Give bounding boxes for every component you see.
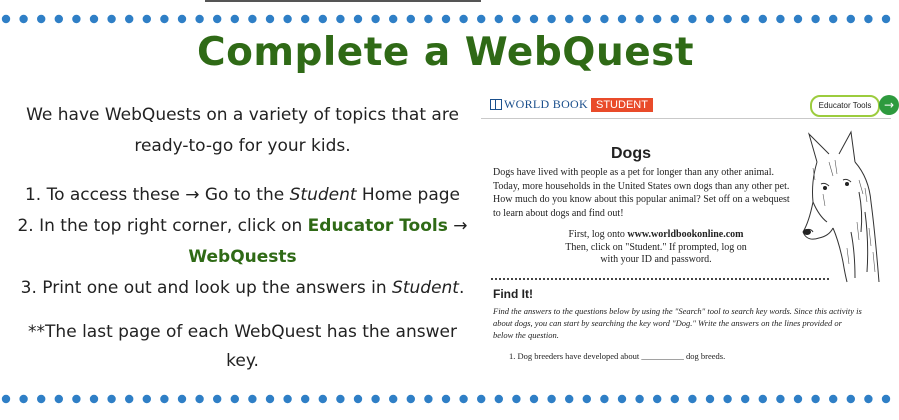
step-1 — [0, 180, 485, 211]
border-dot — [864, 15, 872, 23]
border-dot — [72, 15, 80, 23]
border-dot — [688, 15, 696, 23]
border-dot — [600, 15, 608, 23]
border-dot — [618, 15, 626, 23]
answer-key-note — [0, 318, 485, 376]
border-dot — [512, 395, 520, 403]
border-dot — [671, 15, 679, 23]
border-dot — [283, 395, 291, 403]
border-dot — [530, 15, 538, 23]
educator-tools-button[interactable]: Educator Tools — [810, 95, 880, 117]
worldbook-header — [481, 88, 895, 119]
border-dot — [407, 395, 415, 403]
border-dot — [248, 15, 256, 23]
step-1-text: 1. To access these → Go to the — [24, 185, 290, 205]
border-dot — [143, 395, 151, 403]
border-dot — [723, 15, 731, 23]
login-line-2: Then, click on "Student." If prompted, log on — [565, 241, 747, 253]
logo-text: WORLD BOOK — [504, 97, 588, 111]
border-dot — [565, 395, 573, 403]
border-dot — [811, 15, 819, 23]
intro-line-2: ready-to-go for your kids. — [134, 136, 351, 156]
question-1: 1. Dog breeders have developed about __________ dog breeds. — [509, 351, 726, 361]
border-dot — [354, 15, 362, 23]
step-3-italic: Student — [392, 278, 459, 298]
border-dot — [495, 15, 503, 23]
dotted-divider — [491, 278, 829, 280]
border-dot — [37, 15, 45, 23]
border-dot — [829, 395, 837, 403]
login-url: www.worldbookonline.com — [627, 229, 744, 240]
intro-line-1: We have WebQuests on a variety of topics that are — [26, 105, 459, 125]
border-dot — [389, 395, 397, 403]
step-2-arrow: → — [447, 216, 468, 236]
border-dot — [706, 15, 714, 23]
border-dot — [336, 15, 344, 23]
border-dot — [847, 395, 855, 403]
border-dot — [459, 15, 467, 23]
border-dot — [72, 395, 80, 403]
border-dot — [759, 15, 767, 23]
border-dot — [213, 15, 221, 23]
note-line-1: **The last page of each WebQuest has the answer — [28, 322, 457, 342]
instructions-panel — [0, 100, 485, 393]
border-dot — [741, 395, 749, 403]
border-dot — [2, 15, 10, 23]
border-dot — [759, 395, 767, 403]
step-3-text: 3. Print one out and look up the answers in — [20, 278, 393, 298]
dotted-border-top — [0, 13, 891, 25]
border-dot — [706, 395, 714, 403]
border-dot — [495, 395, 503, 403]
webquests-text: WebQuests — [188, 247, 297, 267]
webquest-screenshot — [481, 88, 895, 363]
educator-tools-text: Educator Tools — [307, 216, 448, 236]
border-dot — [266, 395, 274, 403]
border-dot — [794, 15, 802, 23]
border-dot — [723, 395, 731, 403]
border-dot — [653, 15, 661, 23]
border-dot — [811, 395, 819, 403]
doc-paragraph: Dogs have lived with people as a pet for longer than any other animal. Today, more households in the United States own dogs than any other pet. How much do you know about this popular animal? Set off on a webquest to learn about dogs and find out! — [493, 167, 790, 219]
border-dot — [371, 15, 379, 23]
border-dot — [583, 15, 591, 23]
border-dot — [847, 15, 855, 23]
border-dot — [55, 395, 63, 403]
border-dot — [319, 395, 327, 403]
border-dot — [213, 395, 221, 403]
border-dot — [583, 395, 591, 403]
login-instructions — [541, 229, 771, 267]
border-dot — [776, 15, 784, 23]
step-2-text: 2. In the top right corner, click on — [17, 216, 308, 236]
border-dot — [864, 395, 872, 403]
border-dot — [37, 395, 45, 403]
border-dot — [794, 395, 802, 403]
border-dot — [776, 395, 784, 403]
border-dot — [19, 395, 27, 403]
step-1-italic: Student — [289, 185, 357, 205]
page-title: Complete a WebQuest — [196, 30, 695, 75]
doc-title: Dogs — [611, 145, 651, 162]
step-3 — [0, 273, 485, 304]
student-badge: STUDENT — [591, 98, 653, 112]
border-dot — [55, 15, 63, 23]
border-dot — [565, 15, 573, 23]
login-line-3: with your ID and password. — [600, 254, 712, 265]
worldbook-logo — [490, 97, 653, 112]
border-dot — [319, 15, 327, 23]
border-dot — [371, 395, 379, 403]
border-dot — [653, 395, 661, 403]
steps-list — [0, 180, 485, 304]
border-dot — [19, 15, 27, 23]
border-dot — [107, 15, 115, 23]
border-dot — [301, 15, 309, 23]
border-dot — [90, 15, 98, 23]
border-dot — [741, 15, 749, 23]
border-dot — [160, 395, 168, 403]
border-dot — [248, 395, 256, 403]
step-3-suffix: . — [458, 278, 465, 298]
border-dot — [301, 395, 309, 403]
border-dot — [178, 15, 186, 23]
note-line-2: key. — [226, 351, 259, 371]
border-dot — [512, 15, 520, 23]
border-dot — [195, 15, 203, 23]
border-dot — [90, 395, 98, 403]
border-dot — [671, 395, 679, 403]
border-dot — [178, 395, 186, 403]
border-dot — [882, 395, 890, 403]
step-2 — [0, 211, 485, 242]
find-instructions: Find the answers to the questions below by using the "Search" tool to search key words. Since this activity is about dogs, you can start by searching the key word "Dog." Write the answers on the lines provided or below the question. — [493, 306, 862, 340]
border-dot — [688, 395, 696, 403]
border-dot — [600, 395, 608, 403]
border-dot — [266, 15, 274, 23]
border-dot — [336, 395, 344, 403]
book-icon — [490, 99, 502, 110]
arrow-right-icon[interactable]: → — [879, 95, 899, 115]
border-dot — [354, 395, 362, 403]
border-dot — [107, 395, 115, 403]
border-dot — [231, 15, 239, 23]
border-dot — [829, 15, 837, 23]
top-rule — [205, 0, 481, 2]
dog-illustration — [799, 132, 891, 282]
border-dot — [547, 395, 555, 403]
border-dot — [125, 395, 133, 403]
border-dot — [882, 15, 890, 23]
border-dot — [143, 15, 151, 23]
border-dot — [618, 395, 626, 403]
border-dot — [424, 15, 432, 23]
border-dot — [477, 395, 485, 403]
border-dot — [125, 15, 133, 23]
border-dot — [530, 395, 538, 403]
border-dot — [424, 395, 432, 403]
step-1-suffix: Home page — [356, 185, 461, 205]
border-dot — [231, 395, 239, 403]
border-dot — [459, 395, 467, 403]
border-dot — [283, 15, 291, 23]
border-dot — [635, 395, 643, 403]
border-dot — [2, 395, 10, 403]
border-dot — [477, 15, 485, 23]
border-dot — [442, 395, 450, 403]
find-it-heading: Find It! — [493, 287, 533, 301]
dog-eye — [823, 186, 827, 190]
border-dot — [442, 15, 450, 23]
border-dot — [389, 15, 397, 23]
border-dot — [635, 15, 643, 23]
border-dot — [160, 15, 168, 23]
border-dot — [195, 395, 203, 403]
border-dot — [407, 15, 415, 23]
step-2-cont — [0, 242, 485, 273]
login-prefix: First, log onto — [568, 229, 628, 240]
border-dot — [547, 15, 555, 23]
intro-text — [0, 100, 485, 162]
dotted-border-bottom — [0, 393, 891, 405]
